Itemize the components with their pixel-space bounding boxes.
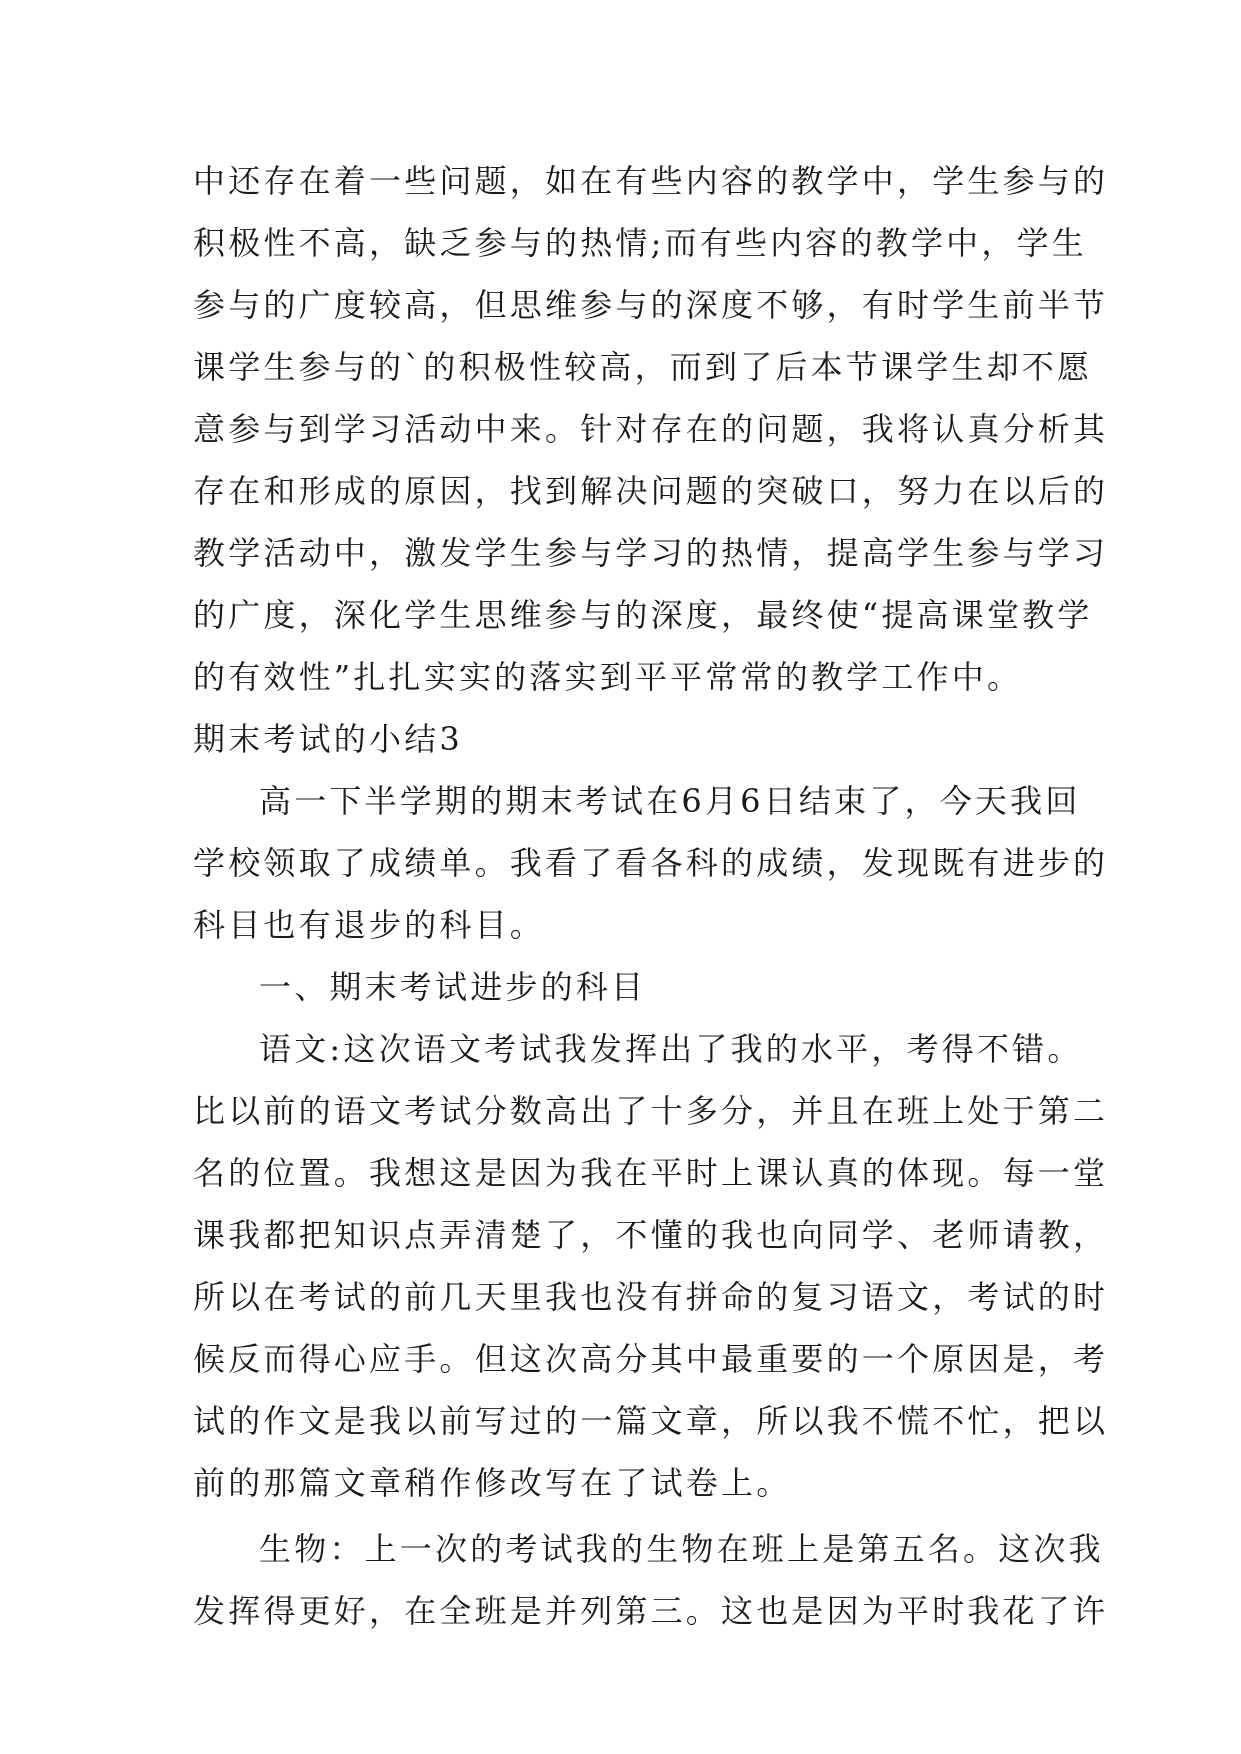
text-line: 参与的广度较高，但思维参与的深度不够，有时学生前半节 (193, 286, 1109, 324)
text-line: 试的作文是我以前写过的一篇文章，所以我不慌不忙，把以 (193, 1402, 1109, 1440)
text-line: 课学生参与的`的积极性较高，而到了后本节课学生却不愿 (193, 348, 1093, 386)
text-line: 科目也有退步的科目。 (193, 906, 546, 944)
subsection-heading: 一、期末考试进步的科目 (259, 968, 647, 1006)
text-line: 课我都把知识点弄清楚了，不懂的我也向同学、老师请教， (193, 1216, 1109, 1254)
text-line: 名的位置。我想这是因为我在平时上课认真的体现。每一堂 (193, 1154, 1109, 1192)
text-line: 前的那篇文章稍作修改写在了试卷上。 (193, 1464, 792, 1502)
text-line: 存在和形成的原因，找到解决问题的突破口，努力在以后的 (193, 472, 1109, 510)
text-line: 候反而得心应手。但这次高分其中最重要的一个原因是，考 (193, 1340, 1109, 1378)
text-line: 生物：上一次的考试我的生物在班上是第五名。这次我 (259, 1530, 1104, 1568)
document-page (193, 150, 1109, 1642)
text-line: 学校领取了成绩单。我看了看各科的成绩，发现既有进步的 (193, 844, 1109, 882)
text-line: 中还存在着一些问题，如在有些内容的教学中，学生参与的 (193, 162, 1109, 200)
text-line: 的广度，深化学生思维参与的深度，最终使“提高课堂教学 (193, 596, 1093, 634)
text-line: 积极性不高，缺乏参与的热情;而有些内容的教学中，学生 (193, 224, 1087, 262)
text-line: 高一下半学期的期末考试在6月6日结束了，今天我回 (259, 782, 1081, 820)
text-line: 意参与到学习活动中来。针对存在的问题，我将认真分析其 (193, 410, 1109, 448)
text-line: 发挥得更好，在全班是并列第三。这也是因为平时我花了许 (193, 1592, 1109, 1630)
text-line: 比以前的语文考试分数高出了十多分，并且在班上处于第二 (193, 1092, 1109, 1130)
text-line: 语文:这次语文考试我发挥出了我的水平，考得不错。 (259, 1030, 1083, 1068)
text-line: 所以在考试的前几天里我也没有拼命的复习语文，考试的时 (193, 1278, 1109, 1316)
section-heading: 期末考试的小结3 (193, 720, 463, 758)
text-line: 教学活动中，激发学生参与学习的热情，提高学生参与学习 (193, 534, 1109, 572)
text-line: 的有效性”扎扎实实的落实到平平常常的教学工作中。 (193, 658, 1023, 696)
